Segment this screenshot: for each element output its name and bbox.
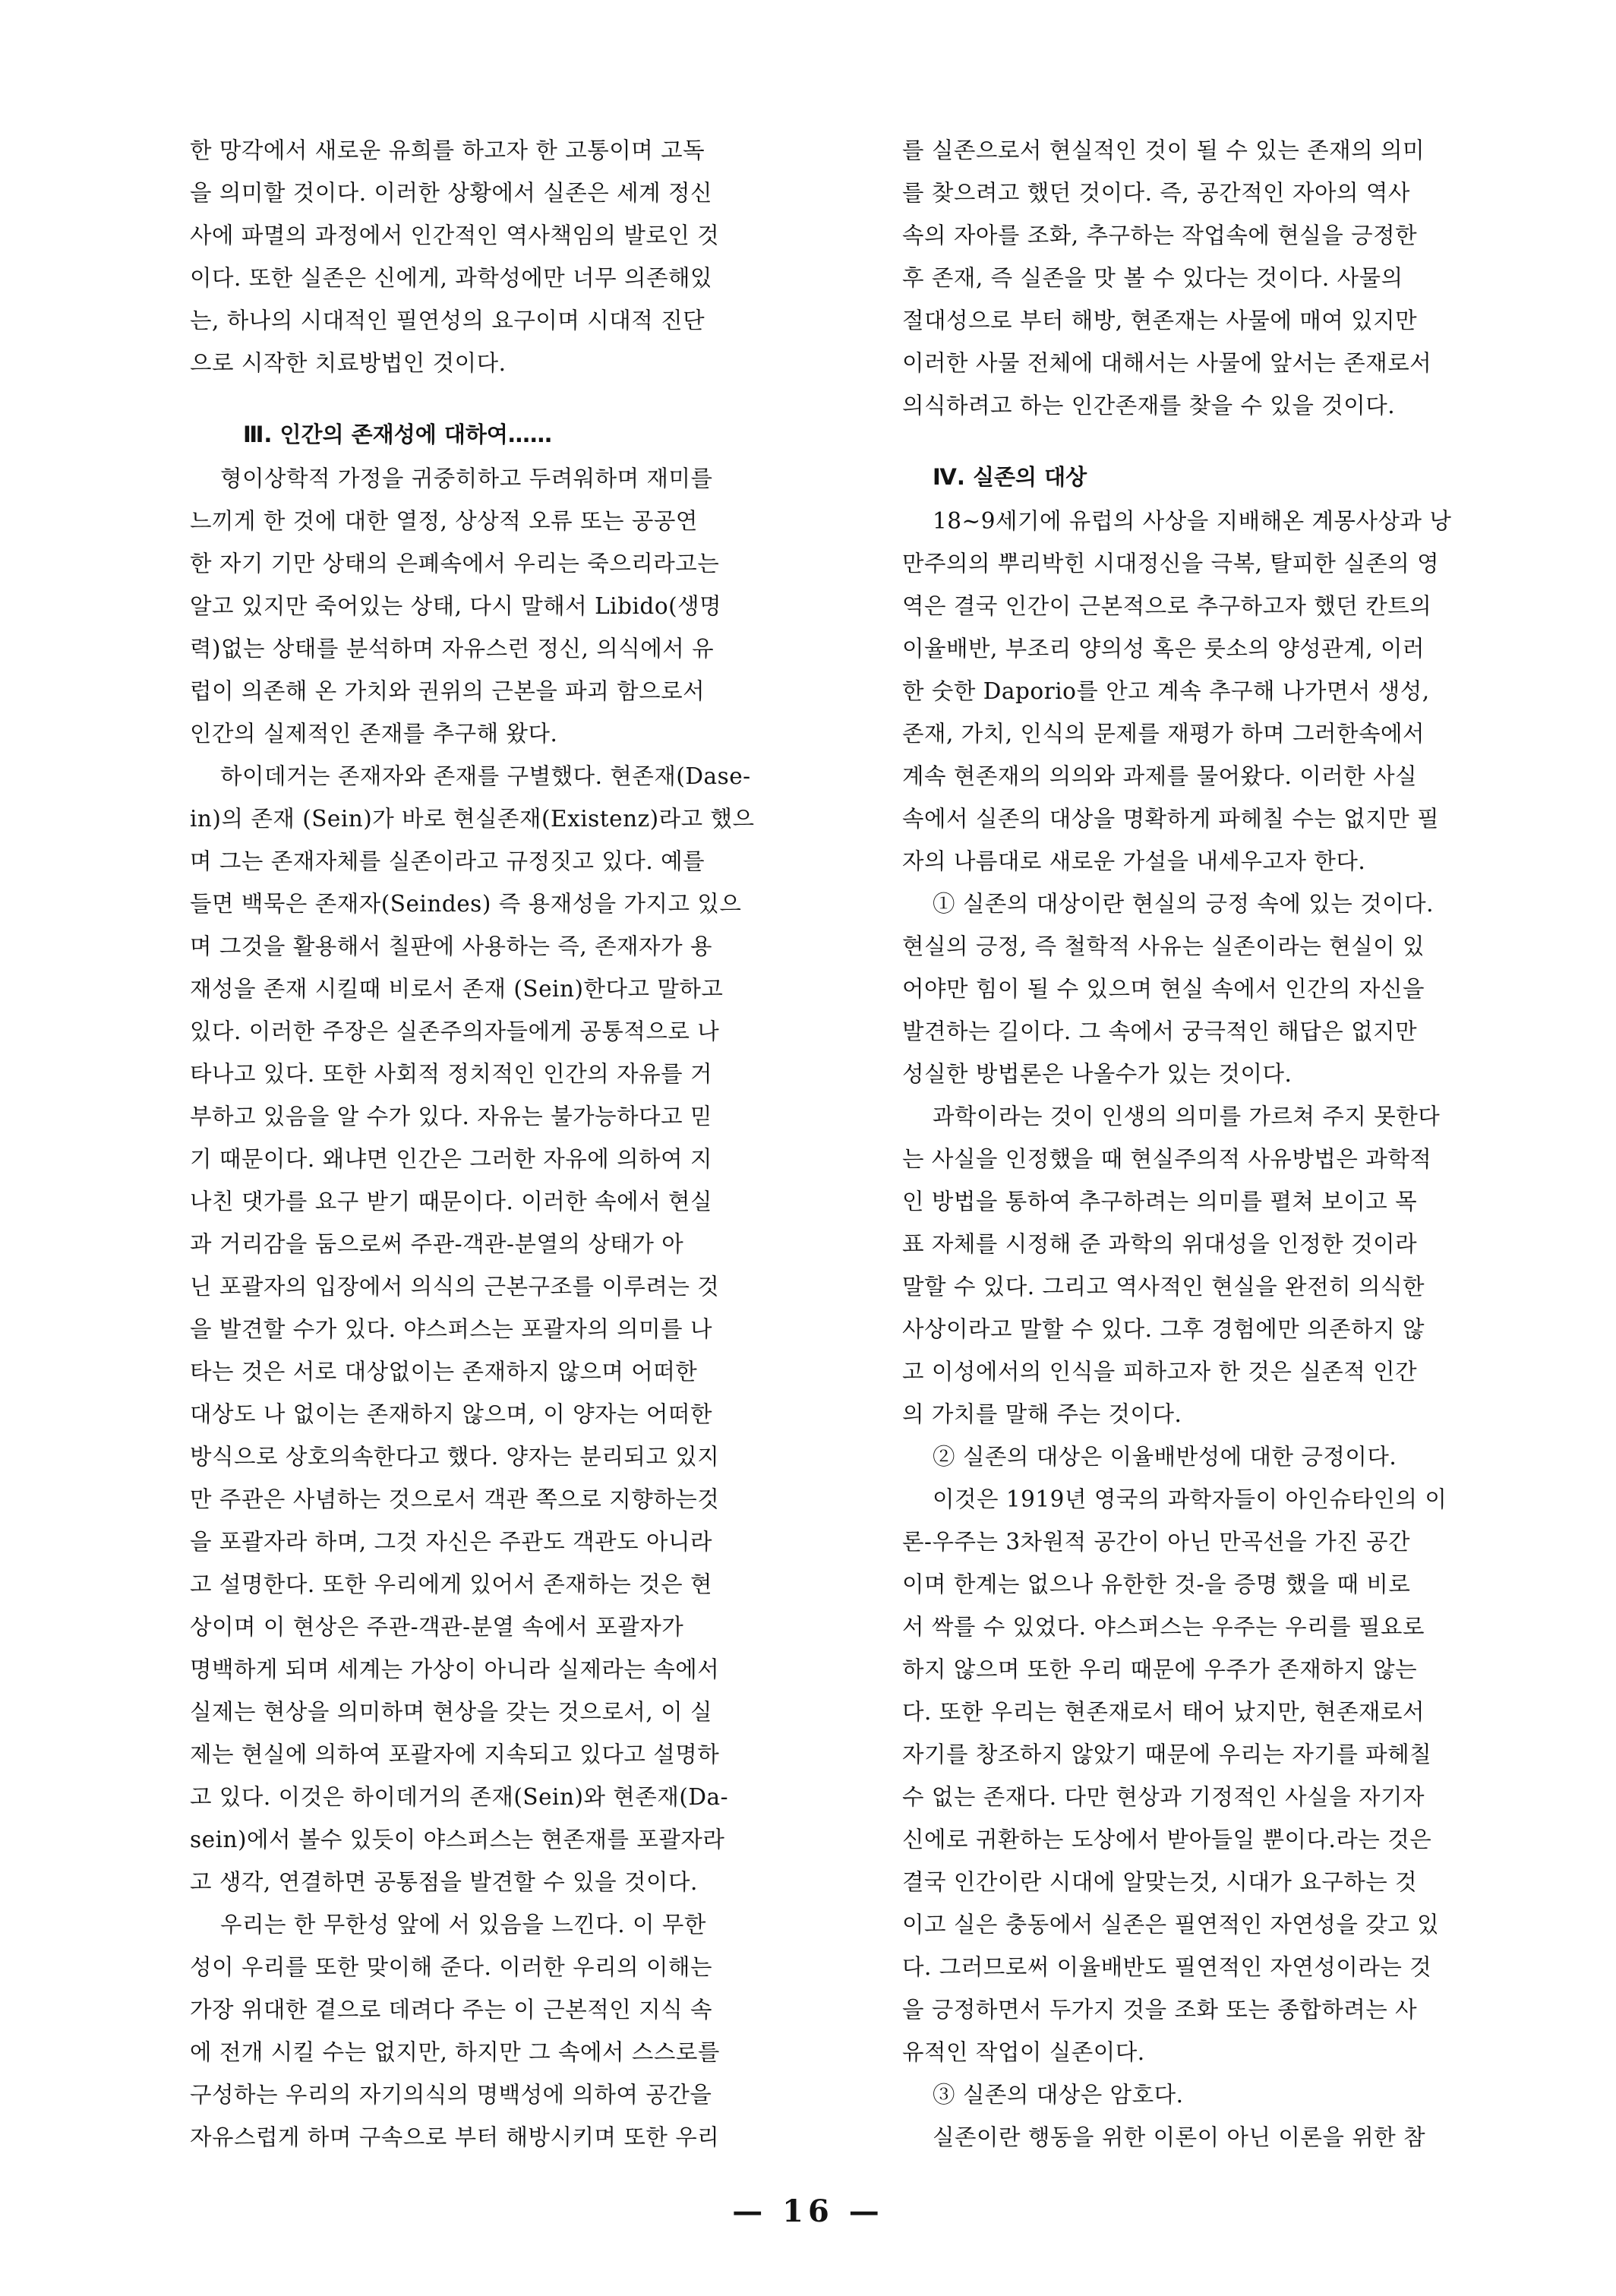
text-line: 이다. 또한 실존은 신에게, 과학성에만 너무 의존해있 (190, 265, 712, 291)
text-line: in)의 존재 (Sein)가 바로 현실존재(Existenz)라고 했으 (190, 806, 755, 832)
text-line: 이율배반, 부조리 양의성 혹은 룻소의 양성관계, 이러 (902, 636, 1425, 662)
text-line: 제는 현실에 의하여 포괄자에 지속되고 있다고 설명하 (190, 1742, 720, 1767)
text-line: 다. 또한 우리는 현존재로서 태어 났지만, 현존재로서 (902, 1699, 1425, 1725)
text-line: ① 실존의 대상이란 현실의 긍정 속에 있는 것이다. (933, 891, 1434, 917)
text-line: 속에서 실존의 대상을 명확하게 파헤칠 수는 없지만 필 (902, 806, 1440, 832)
text-line: 절대성으로 부터 해방, 현존재는 사물에 매여 있지만 (902, 308, 1418, 333)
right-paragraph-2 (902, 500, 1555, 883)
text-line: 우리는 한 무한성 앞에 서 있음을 느낀다. 이 무한 (220, 1912, 706, 1938)
text-line: 들면 백묵은 존재자(Seindes) 즉 용재성을 가지고 있으 (190, 891, 742, 917)
text-line: 이며 한계는 없으나 유한한 것-을 증명 했을 때 비로 (902, 1571, 1411, 1597)
text-line: 나친 댓가를 요구 받기 때문이다. 이러한 속에서 현실 (190, 1189, 712, 1214)
text-line: 알고 있지만 죽어있는 상태, 다시 말해서 Libido(생명 (190, 593, 722, 619)
text-line: 하지 않으며 또한 우리 때문에 우주가 존재하지 않는 (902, 1656, 1418, 1682)
text-line: 있다. 이러한 주장은 실존주의자들에게 공통적으로 나 (190, 1019, 720, 1044)
text-line: 서 싹를 수 있었다. 야스퍼스는 우주는 우리를 필요로 (902, 1614, 1425, 1640)
right-paragraph-4 (902, 1095, 1555, 1435)
text-line: 인 방법을 통하여 추구하려는 의미를 펼쳐 보이고 목 (902, 1189, 1418, 1214)
text-line: 과학이라는 것이 인생의 의미를 가르쳐 주지 못한다 (933, 1104, 1441, 1129)
text-line: 느끼게 한 것에 대한 열정, 상상적 오류 또는 공공연 (190, 508, 698, 534)
left-paragraph-4 (190, 1903, 843, 2159)
text-line: 를 실존으로서 현실적인 것이 될 수 있는 존재의 의미 (902, 137, 1425, 163)
text-line: 를 찾으려고 했던 것이다. 즉, 공간적인 자아의 역사 (902, 180, 1410, 206)
text-line: sein)에서 볼수 있듯이 야스퍼스는 현존재를 포괄자라 (190, 1827, 725, 1852)
text-line: 어야만 힘이 될 수 있으며 현실 속에서 인간의 자신을 (902, 976, 1425, 1002)
page-number: — 16 — (732, 2193, 884, 2229)
text-line: 을 긍정하면서 두가지 것을 조화 또는 종합하려는 사 (902, 1997, 1418, 2023)
text-line: 을 의미할 것이다. 이러한 상황에서 실존은 세계 정신 (190, 180, 712, 206)
text-line: 실존이란 행동을 위한 이론이 아닌 이론을 위한 참 (933, 2124, 1426, 2150)
text-line: 며 그는 존재자체를 실존이라고 규정짓고 있다. 예를 (190, 848, 705, 874)
text-line: 자의 나름대로 새로운 가설을 내세우고자 한다. (902, 848, 1366, 874)
text-line: 타나고 있다. 또한 사회적 정치적인 인간의 자유를 거 (190, 1061, 712, 1087)
text-line: 방식으로 상호의속한다고 했다. 양자는 분리되고 있지 (190, 1444, 720, 1470)
text-line: 인간의 실제적인 존재를 추구해 왔다. (190, 721, 558, 747)
text-line: 의 가치를 말해 주는 것이다. (902, 1401, 1182, 1427)
text-line: 수 없는 존재다. 다만 현상과 기정적인 사실을 자기자 (902, 1784, 1425, 1810)
right-paragraph-3 (902, 883, 1555, 1095)
text-line: 사에 파멸의 과정에서 인간적인 역사책임의 발로인 것 (190, 223, 720, 248)
text-line: 한 숫한 Daporio를 안고 계속 추구해 나가면서 생성, (902, 678, 1430, 704)
text-line: 한 자기 기만 상태의 은폐속에서 우리는 죽으리라고는 (190, 551, 720, 576)
right-paragraph-6 (902, 1478, 1555, 2073)
text-line: 18~9세기에 유럽의 사상을 지배해온 계몽사상과 낭 (933, 508, 1452, 534)
right-paragraph-1 (902, 129, 1555, 427)
text-line: 부하고 있음을 알 수가 있다. 자유는 불가능하다고 믿 (190, 1104, 712, 1129)
text-line: 신에로 귀환하는 도상에서 받아들일 뿐이다.라는 것은 (902, 1827, 1432, 1852)
text-line: 결국 인간이란 시대에 알맞는것, 시대가 요구하는 것 (902, 1869, 1418, 1895)
text-line: 고 이성에서의 인식을 피하고자 한 것은 실존적 인간 (902, 1359, 1418, 1385)
text-line: 을 포괄자라 하며, 그것 자신은 주관도 객관도 아니라 (190, 1529, 712, 1555)
text-line: 구성하는 우리의 자기의식의 명백성에 의하여 공간을 (190, 2082, 712, 2108)
text-line: 한 망각에서 새로운 유희를 하고자 한 고통이며 고독 (190, 137, 705, 163)
text-line: 고 있다. 이것은 하이데거의 존재(Sein)와 현존재(Da- (190, 1784, 729, 1810)
text-line: 럽이 의존해 온 가치와 권위의 근본을 파괴 함으로서 (190, 678, 705, 704)
text-line: 만주의의 뿌리박힌 시대정신을 극복, 탈피한 실존의 영 (902, 551, 1440, 576)
left-paragraph-2 (190, 457, 843, 755)
text-line: 닌 포괄자의 입장에서 의식의 근본구조를 이루려는 것 (190, 1274, 720, 1300)
text-line: 며 그것을 활용해서 칠판에 사용하는 즉, 존재자가 용 (190, 933, 712, 959)
text-line: 현실의 긍정, 즉 철학적 사유는 실존이라는 현실이 있 (902, 933, 1425, 959)
right-paragraph-7 (902, 2073, 1555, 2116)
text-line: 표 자체를 시정해 준 과학의 위대성을 인정한 것이라 (902, 1231, 1418, 1257)
text-line: 말할 수 있다. 그리고 역사적인 현실을 완전히 의식한 (902, 1274, 1425, 1300)
text-line: 과 거리감을 둠으로써 주관-객관-분열의 상태가 아 (190, 1231, 684, 1257)
text-line: 고 설명한다. 또한 우리에게 있어서 존재하는 것은 현 (190, 1571, 712, 1597)
text-line: 으로 시작한 치료방법인 것이다. (190, 350, 507, 376)
text-line: 사상이라고 말할 수 있다. 그후 경험에만 의존하지 않 (902, 1316, 1425, 1342)
text-line: 역은 결국 인간이 근본적으로 추구하고자 했던 칸트의 (902, 593, 1432, 619)
text-line: 는, 하나의 시대적인 필연성의 요구이며 시대적 진단 (190, 308, 705, 333)
text-line: 만 주관은 사념하는 것으로서 객관 쪽으로 지향하는것 (190, 1486, 720, 1512)
text-line: 기 때문이다. 왜냐면 인간은 그러한 자유에 의하여 지 (190, 1146, 712, 1172)
text-line: 성실한 방법론은 나올수가 있는 것이다. (902, 1061, 1292, 1087)
text-line: 의식하려고 하는 인간존재를 찾을 수 있을 것이다. (902, 393, 1396, 418)
text-line: 후 존재, 즉 실존을 맛 볼 수 있다는 것이다. 사물의 (902, 265, 1403, 291)
text-line: 고 생각, 연결하면 공통점을 발견할 수 있을 것이다. (190, 1869, 698, 1895)
text-line: 는 사실을 인정했을 때 현실주의적 사유방법은 과학적 (902, 1146, 1432, 1172)
text-line: 속의 자아를 조화, 추구하는 작업속에 현실을 긍정한 (902, 223, 1418, 248)
text-line: ③ 실존의 대상은 암호다. (933, 2082, 1184, 2108)
left-paragraph-3 (190, 755, 843, 1903)
text-line: 명백하게 되며 세계는 가상이 아니라 실제라는 속에서 (190, 1656, 720, 1682)
text-line: 실제는 현상을 의미하며 현상을 갖는 것으로서, 이 실 (190, 1699, 712, 1725)
left-column (190, 129, 843, 2159)
text-line: 이고 실은 충동에서 실존은 필연적인 자연성을 갖고 있 (902, 1912, 1440, 1938)
right-paragraph-8 (902, 2116, 1555, 2159)
left-paragraph-1 (190, 129, 843, 384)
text-line: 을 발견할 수가 있다. 야스퍼스는 포괄자의 의미를 나 (190, 1316, 712, 1342)
text-line: 력)없는 상태를 분석하며 자유스런 정신, 의식에서 유 (190, 636, 715, 662)
section-heading-3: Ⅲ. 인간의 존재성에 대하여…… (243, 422, 552, 447)
text-line: 형이상학적 가정을 귀중히하고 두려워하며 재미를 (220, 466, 713, 491)
text-line: 가장 위대한 곁으로 데려다 주는 이 근본적인 지식 속 (190, 1997, 712, 2023)
text-line: 상이며 이 현상은 주관-객관-분열 속에서 포괄자가 (190, 1614, 684, 1640)
text-line: 에 전개 시킬 수는 없지만, 하지만 그 속에서 스스로를 (190, 2039, 720, 2065)
text-line: 이러한 사물 전체에 대해서는 사물에 앞서는 존재로서 (902, 350, 1432, 376)
text-line: 자유스럽게 하며 구속으로 부터 해방시키며 또한 우리 (190, 2124, 720, 2150)
text-line: 자기를 창조하지 않았기 때문에 우리는 자기를 파헤칠 (902, 1742, 1432, 1767)
text-line: 대상도 나 없이는 존재하지 않으며, 이 양자는 어떠한 (190, 1401, 712, 1427)
text-line: 재성을 존재 시킬때 비로서 존재 (Sein)한다고 말하고 (190, 976, 724, 1002)
text-line: 계속 현존재의 의의와 과제를 물어왔다. 이러한 사실 (902, 763, 1418, 789)
text-line: 발견하는 길이다. 그 속에서 궁극적인 해답은 없지만 (902, 1019, 1418, 1044)
text-line: 론-우주는 3차원적 공간이 아닌 만곡선을 가진 공간 (902, 1529, 1410, 1555)
text-line: 성이 우리를 또한 맞이해 준다. 이러한 우리의 이해는 (190, 1954, 712, 1980)
right-column (902, 129, 1555, 2159)
text-line: ② 실존의 대상은 이율배반성에 대한 긍정이다. (933, 1444, 1397, 1470)
text-line: 존재, 가치, 인식의 문제를 재평가 하며 그러한속에서 (902, 721, 1425, 747)
text-line: 타는 것은 서로 대상없이는 존재하지 않으며 어떠한 (190, 1359, 698, 1385)
section-heading-4: Ⅳ. 실존의 대상 (933, 464, 1087, 490)
text-line: 다. 그러므로써 이율배반도 필연적인 자연성이라는 것 (902, 1954, 1432, 1980)
text-line: 이것은 1919년 영국의 과학자들이 아인슈타인의 이 (933, 1486, 1447, 1512)
text-line: 유적인 작업이 실존이다. (902, 2039, 1145, 2065)
right-paragraph-5 (902, 1435, 1555, 1478)
text-line: 하이데거는 존재자와 존재를 구별했다. 현존재(Dase- (220, 763, 751, 789)
